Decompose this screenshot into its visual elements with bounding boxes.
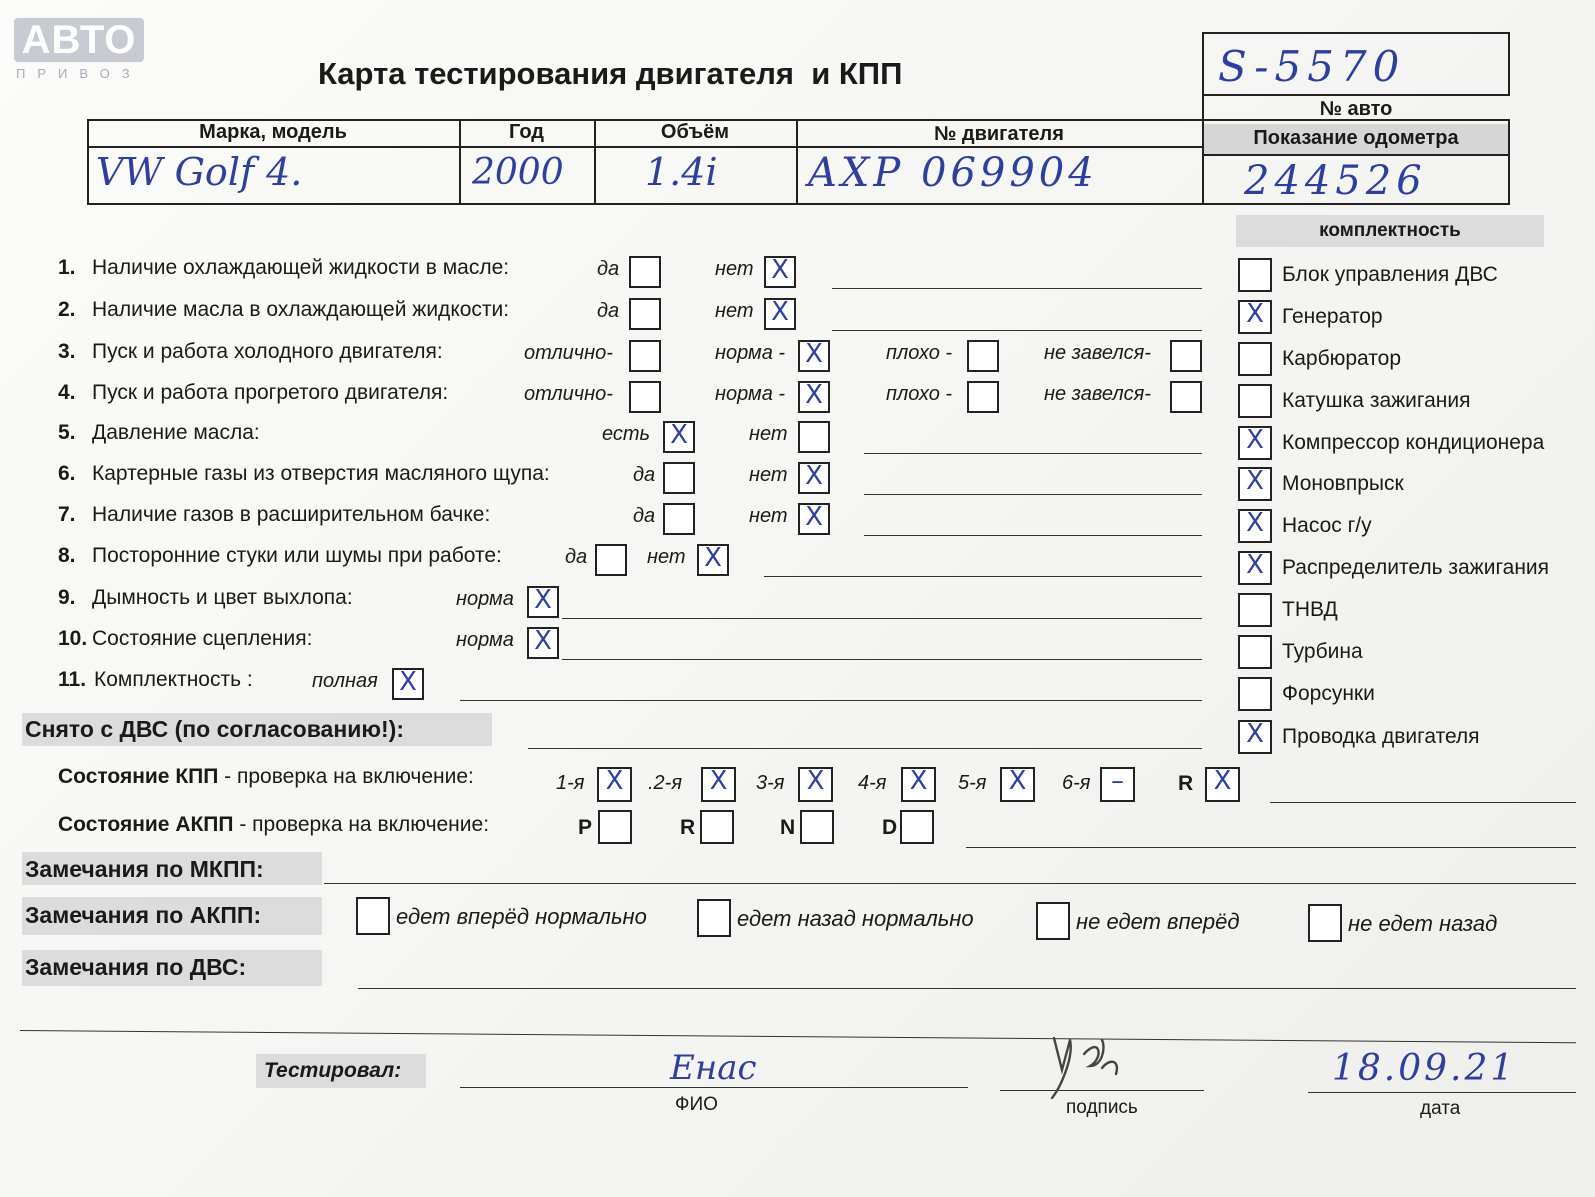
checkbox-full[interactable] [392, 668, 424, 700]
header-divider-2 [1202, 154, 1510, 156]
opt-label: не завелся- [1044, 383, 1151, 405]
opt-label: не завелся- [1044, 342, 1151, 364]
check-mark: X [1246, 425, 1264, 455]
make-label: Марка, модель [199, 121, 347, 143]
check-mark: X [709, 766, 728, 796]
kit-item-label: Распределитель зажигания [1282, 556, 1550, 579]
kit-item-label: Насос г/у [1282, 514, 1372, 537]
opt-label: отлично- [524, 342, 613, 364]
gear-checkbox[interactable] [598, 810, 632, 844]
kit-checkbox[interactable] [1238, 300, 1272, 334]
checkbox-yes[interactable] [629, 298, 661, 330]
gear-checkbox[interactable] [798, 767, 833, 802]
note-line [832, 288, 1202, 289]
kit-checkbox[interactable] [1238, 720, 1272, 754]
check-text: Давление масла: [92, 421, 260, 444]
check-num: 9. [58, 586, 76, 609]
removed-line [528, 748, 1202, 749]
check-mark: X [771, 297, 789, 327]
checkbox-normal[interactable] [527, 586, 559, 618]
check-mark: X [909, 766, 928, 796]
check-mark: X [704, 543, 722, 573]
logo-main: АВТО [14, 18, 144, 62]
gear-checkbox[interactable] [1000, 767, 1035, 802]
engine-label: № двигателя [934, 123, 1064, 145]
akpp-option-label: не едет вперёд [1076, 909, 1240, 934]
checkbox-no[interactable] [798, 462, 830, 494]
gear-label: R [1178, 772, 1194, 795]
opt-label: да [597, 258, 620, 280]
checkbox-no-start[interactable] [1170, 340, 1202, 372]
opt-label: нет [749, 505, 788, 527]
gear-label: N [780, 816, 796, 839]
checkbox-no[interactable] [798, 503, 830, 535]
check-text: Состояние сцепления: [92, 627, 313, 650]
check-num: 3. [58, 340, 76, 363]
kit-checkbox[interactable] [1238, 677, 1272, 711]
gear-label: .2-я [648, 772, 683, 794]
checkbox-bad[interactable] [967, 381, 999, 413]
check-text: Посторонние стуки или шумы при работе: [92, 544, 502, 567]
kit-item-label: Проводка двигателя [1282, 725, 1480, 748]
gear-label: P [578, 816, 593, 839]
kit-item-label: ТНВД [1282, 598, 1338, 621]
check-mark: X [1008, 766, 1027, 796]
check-num: 5. [58, 421, 76, 444]
kit-checkbox[interactable] [1238, 467, 1272, 501]
check-text: Наличие охлаждающей жидкости в масле: [92, 256, 510, 279]
signature-image [1040, 1018, 1150, 1108]
opt-label: норма [456, 629, 514, 651]
kit-item-label: Турбина [1282, 640, 1363, 663]
akpp-option-label: едет вперёд нормально [396, 904, 647, 929]
note-line [764, 576, 1202, 577]
fio-label: ФИО [675, 1094, 718, 1115]
check-text: Наличие масла в охлаждающей жидкости: [92, 298, 510, 321]
check-text: Наличие газов в расширительном бачке: [92, 503, 491, 526]
opt-label: полная [312, 670, 378, 692]
akpp-option-label: едет назад нормально [737, 906, 974, 931]
logo [14, 18, 148, 84]
checkbox-excellent[interactable] [629, 381, 661, 413]
remarks-mkpp: Замечания по МКПП: [25, 856, 264, 882]
kit-title: комплектность [1319, 220, 1461, 241]
check-num: 8. [58, 544, 76, 567]
akpp-option-label: не едет назад [1348, 911, 1498, 936]
kpp-label-rest: - проверка на включение: [218, 765, 474, 788]
opt-label: нет [647, 546, 686, 568]
check-mark: X [1246, 299, 1264, 329]
engine-value: AXP 069904 [808, 150, 1098, 196]
gear-checkbox[interactable] [701, 767, 736, 802]
checkbox-excellent[interactable] [629, 340, 661, 372]
check-text: Пуск и работа прогретого двигателя: [92, 381, 449, 404]
tested-label: Тестировал: [264, 1059, 402, 1082]
check-num: 7. [58, 503, 76, 526]
kit-item-label: Блок управления ДВС [1282, 263, 1498, 286]
remarks-dvs-line [358, 988, 1576, 989]
remarks-mkpp-line [324, 883, 1576, 884]
remarks-extra-line [20, 1030, 1576, 1043]
checkbox-normal[interactable] [527, 627, 559, 659]
check-text: Дымность и цвет выхлопа: [92, 586, 353, 609]
akpp-line [966, 847, 1576, 848]
check-mark: X [399, 667, 417, 697]
checkbox-yes[interactable] [663, 421, 695, 453]
akpp-option-checkbox[interactable] [356, 897, 390, 935]
kpp-label [58, 765, 474, 789]
gear-checkbox[interactable] [900, 810, 934, 844]
kit-item-label: Компрессор кондиционера [1282, 431, 1545, 454]
gear-label: R [680, 816, 696, 839]
check-text: Картерные газы из отверстия масляного щупа: [92, 462, 550, 485]
kit-checkbox[interactable] [1238, 509, 1272, 543]
car-number-value: S-5570 [1218, 42, 1406, 91]
check-mark: X [805, 339, 823, 369]
check-mark: X [1246, 719, 1264, 749]
check-mark: X [805, 461, 823, 491]
check-mark: X [1213, 766, 1232, 796]
opt-label: да [597, 300, 620, 322]
note-line [864, 535, 1202, 536]
gear-checkbox[interactable] [800, 810, 834, 844]
gear-checkbox[interactable] [1205, 767, 1240, 802]
checkbox-normal[interactable] [798, 340, 830, 372]
gear-label: 6-я [1062, 772, 1091, 794]
logo-sub: ПРИВОЗ [16, 66, 142, 81]
opt-label: да [633, 505, 656, 527]
kit-item-label: Карбюратор [1282, 347, 1402, 370]
kpp-label-bold: Состояние КПП [58, 765, 219, 788]
check-mark: X [534, 626, 552, 656]
check-num: 1. [58, 256, 76, 279]
volume-label: Объём [660, 121, 730, 143]
note-line [562, 659, 1202, 660]
opt-label: плохо - [886, 342, 953, 364]
akpp-label [58, 813, 489, 837]
year-label: Год [509, 121, 544, 143]
check-mark: X [771, 255, 789, 285]
opt-label: норма - [715, 342, 786, 364]
check-text: Комплектность : [94, 668, 253, 691]
check-mark: X [670, 420, 688, 450]
kit-item-label: Катушка зажигания [1282, 389, 1471, 412]
gear-checkbox[interactable] [700, 810, 734, 844]
kit-checkbox[interactable] [1238, 635, 1272, 669]
kit-item-label: Форсунки [1282, 682, 1375, 705]
opt-label: нет [715, 300, 754, 322]
checkbox-no[interactable] [697, 544, 729, 576]
checkbox-no[interactable] [764, 298, 796, 330]
kit-checkbox[interactable] [1238, 342, 1272, 376]
check-mark: X [805, 502, 823, 532]
odometer-label: Показание одометра [1253, 127, 1459, 149]
gear-label: 4-я [858, 772, 887, 794]
check-mark: X [1246, 508, 1264, 538]
akpp-option-checkbox[interactable] [1036, 902, 1070, 940]
opt-label: отлично- [524, 383, 613, 405]
date-value: 18.09.21 [1332, 1048, 1517, 1089]
kit-checkbox[interactable] [1238, 426, 1272, 460]
check-mark: X [1246, 466, 1264, 496]
year-value: 2000 [472, 152, 564, 193]
make-value: VW Golf 4. [96, 150, 303, 194]
akpp-label-bold: Состояние АКПП [58, 813, 234, 836]
note-line [460, 700, 1202, 701]
check-mark: X [1246, 550, 1264, 580]
note-line [864, 494, 1202, 495]
volume-value: 1.4i [645, 150, 718, 194]
check-text: Пуск и работа холодного двигателя: [92, 340, 443, 363]
gear-checkbox[interactable] [597, 767, 632, 802]
car-number-label: № авто [1319, 98, 1393, 120]
checkbox-yes[interactable] [629, 256, 661, 288]
kit-checkbox[interactable] [1238, 551, 1272, 585]
opt-label: норма - [715, 383, 786, 405]
check-num: 10. [58, 627, 88, 650]
gear-label: D [882, 816, 898, 839]
check-mark: X [806, 766, 825, 796]
kit-checkbox[interactable] [1238, 384, 1272, 418]
checkbox-no[interactable] [764, 256, 796, 288]
gear-label: 5-я [958, 772, 987, 794]
check-mark: X [605, 766, 624, 796]
gear-label: 3-я [756, 772, 785, 794]
page-title: Карта тестирования двигателя и КПП [318, 56, 903, 91]
kit-item-label: Моновпрыск [1282, 472, 1404, 495]
opt-label: нет [749, 464, 788, 486]
kit-item-label: Генератор [1282, 305, 1383, 328]
checkbox-no[interactable] [798, 421, 830, 453]
check-num: 2. [58, 298, 76, 321]
header-divider [87, 146, 1202, 148]
tester-name: Енас [670, 1048, 757, 1088]
date-line [1308, 1092, 1576, 1093]
opt-label: да [565, 546, 588, 568]
kit-checkbox[interactable] [1238, 593, 1272, 627]
dash-mark: – [1111, 766, 1124, 796]
opt-label: есть [602, 423, 651, 445]
opt-label: нет [715, 258, 754, 280]
remarks-akpp: Замечания по АКПП: [25, 902, 262, 928]
odometer-value: 244526 [1244, 158, 1427, 204]
checkbox-no-start[interactable] [1170, 381, 1202, 413]
gear-checkbox[interactable] [901, 767, 936, 802]
check-num: 11. [58, 668, 87, 691]
check-num: 4. [58, 381, 76, 404]
gear-checkbox[interactable] [1100, 767, 1135, 802]
check-mark: X [534, 585, 552, 615]
note-line [832, 330, 1202, 331]
akpp-option-checkbox[interactable] [697, 899, 731, 937]
kpp-line [1270, 802, 1576, 803]
opt-label: нет [749, 423, 788, 445]
check-mark: X [805, 380, 823, 410]
opt-label: да [633, 464, 656, 486]
col-divider [1202, 96, 1204, 205]
gear-label: 1-я [556, 772, 585, 794]
checkbox-yes[interactable] [663, 503, 695, 535]
note-line [864, 453, 1202, 454]
akpp-label-rest: - проверка на включение: [233, 813, 490, 836]
check-num: 6. [58, 462, 76, 485]
checkbox-bad[interactable] [967, 340, 999, 372]
removed-label: Снято с ДВС (по согласованию!): [25, 716, 404, 742]
sign-label: подпись [1066, 1097, 1138, 1118]
checkbox-yes[interactable] [595, 544, 627, 576]
opt-label: плохо - [886, 383, 953, 405]
note-line [562, 618, 1202, 619]
akpp-option-checkbox[interactable] [1308, 904, 1342, 942]
checkbox-normal[interactable] [798, 381, 830, 413]
checkbox-yes[interactable] [663, 462, 695, 494]
date-label: дата [1420, 1098, 1461, 1119]
remarks-dvs: Замечания по ДВС: [25, 954, 247, 980]
kit-checkbox[interactable] [1238, 258, 1272, 292]
opt-label: норма [456, 588, 514, 610]
